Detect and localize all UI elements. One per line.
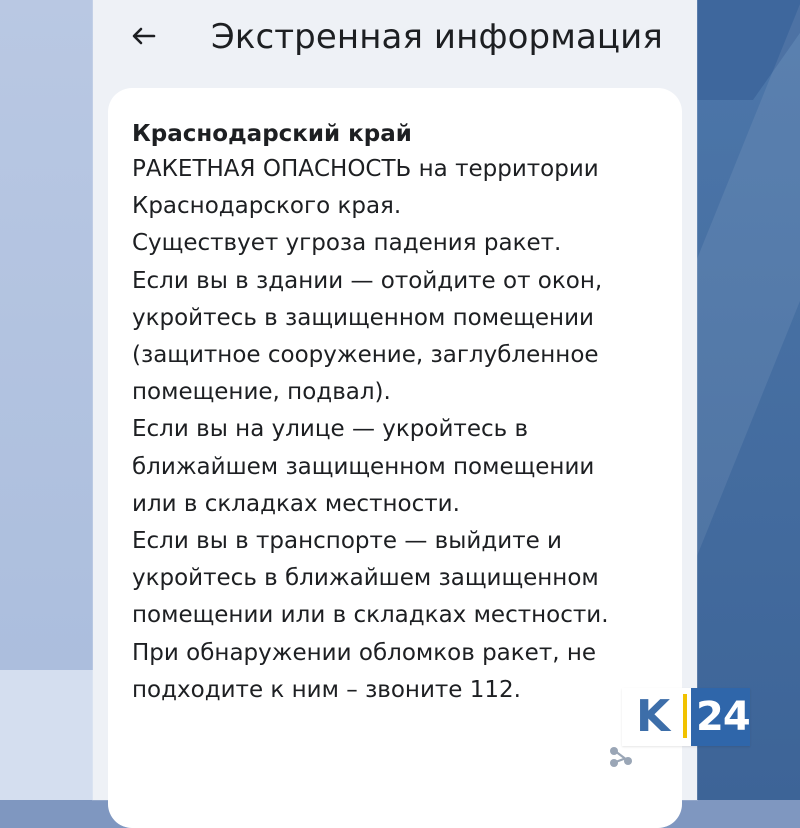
alert-line: укройтесь в ближайшем защищенном <box>132 565 599 592</box>
alert-line: Краснодарского края. <box>132 193 402 220</box>
back-arrow-icon[interactable] <box>129 21 159 51</box>
page-title: Экстренная информация <box>211 17 663 57</box>
alert-region: Краснодарский край <box>132 121 412 147</box>
k24-logo-letter: K <box>636 691 671 742</box>
k24-logo <box>622 688 750 746</box>
alert-line: При обнаружении обломков ракет, не <box>132 639 597 666</box>
alert-line: помещение, подвал). <box>132 379 391 406</box>
alert-line: ближайшем защищенном помещении <box>132 453 595 480</box>
k24-logo-divider <box>683 694 687 738</box>
phone-screen <box>93 0 697 800</box>
top-bar <box>93 0 697 80</box>
alert-message <box>132 151 609 709</box>
alert-line: Если вы на улице — укройтесь в <box>132 416 529 443</box>
alert-line: (защитное сооружение, заглубленное <box>132 342 599 369</box>
alert-line: Если вы в здании — отойдите от окон, <box>132 267 603 294</box>
alert-line: Существует угроза падения ракет. <box>132 230 562 257</box>
alert-line: РАКЕТНАЯ ОПАСНОСТЬ на территории <box>132 156 599 182</box>
share-icon[interactable] <box>606 741 636 771</box>
k24-logo-number: 24 <box>696 694 750 740</box>
alert-line: Если вы в транспорте — выйдите и <box>132 528 563 555</box>
alert-line: или в складках местности. <box>132 490 460 517</box>
alert-line: укройтесь в защищенном помещении <box>132 304 594 331</box>
alert-card <box>108 88 682 828</box>
alert-line: подходите к ним – звоните 112. <box>132 676 521 703</box>
alert-line: помещении или в складках местности. <box>132 602 609 629</box>
